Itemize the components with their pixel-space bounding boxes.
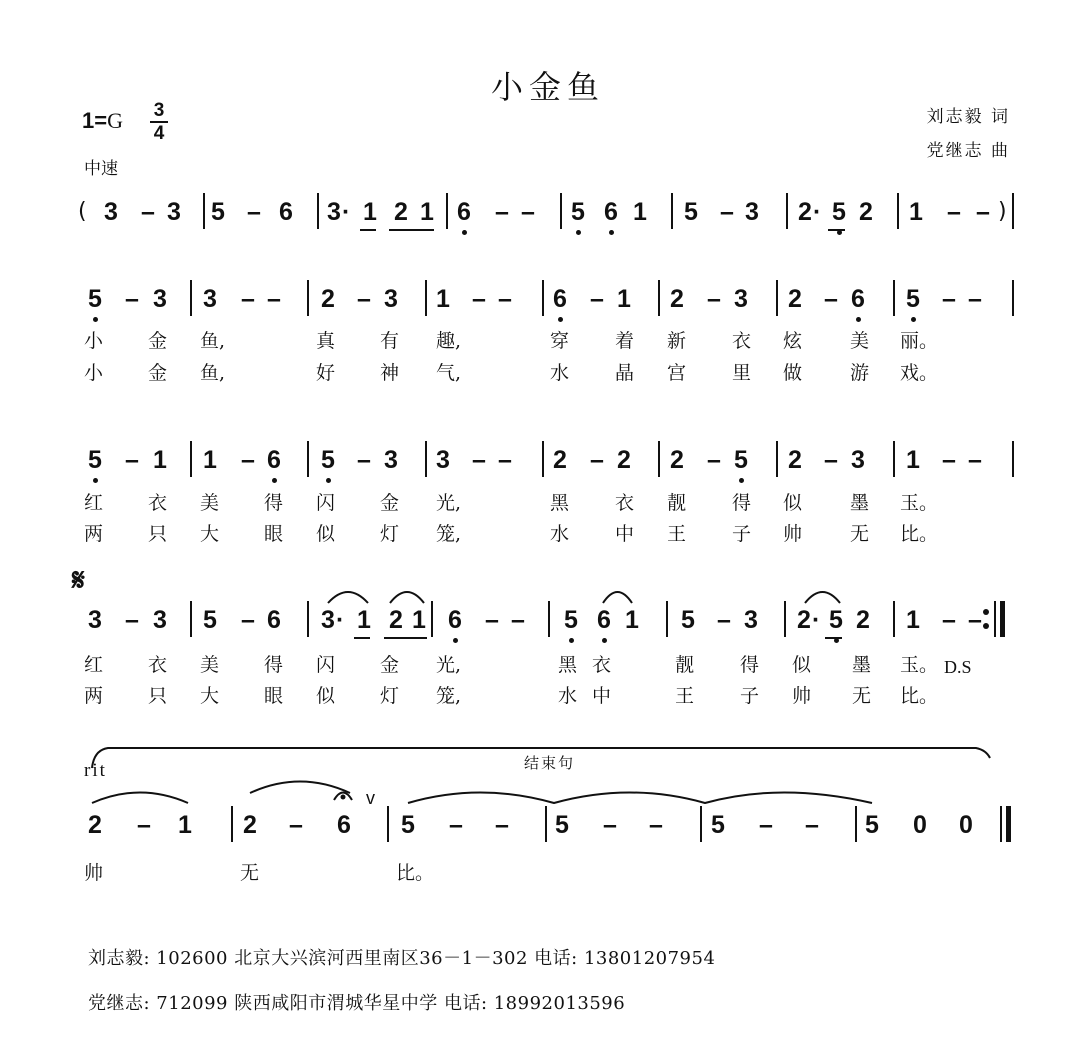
note: 2 bbox=[88, 811, 102, 839]
dash: – bbox=[125, 446, 139, 474]
note: 3 bbox=[745, 198, 759, 226]
lyric-word: 金 bbox=[148, 362, 168, 384]
lyric-word: 黑 bbox=[558, 654, 578, 676]
lyric-word: 小 bbox=[84, 362, 104, 384]
barline bbox=[307, 441, 309, 477]
lyric-word: 似 bbox=[316, 685, 336, 707]
slur bbox=[390, 592, 424, 603]
barline bbox=[1012, 193, 1014, 229]
dash: – bbox=[495, 198, 509, 226]
key-signature bbox=[82, 108, 123, 134]
repeat-dots bbox=[983, 609, 989, 637]
note: 6 bbox=[267, 606, 281, 634]
dash: – bbox=[511, 606, 525, 634]
augmentation-dot: · bbox=[342, 198, 351, 226]
lyric-word: 笼, bbox=[436, 523, 462, 545]
barline bbox=[855, 806, 857, 842]
barline bbox=[784, 601, 786, 637]
lyric-word: 游 bbox=[850, 362, 870, 384]
dash: – bbox=[267, 285, 281, 313]
song-title: 小金鱼 bbox=[490, 68, 605, 106]
lyric-word: 新 bbox=[667, 330, 687, 352]
lyric-word: 得 bbox=[264, 654, 284, 676]
note: 2 bbox=[856, 606, 870, 634]
lyric-word: 王 bbox=[667, 523, 687, 545]
lyric-word: 无 bbox=[850, 523, 870, 545]
lyric-word: 墨 bbox=[850, 492, 870, 514]
lyric-word: 着 bbox=[615, 330, 635, 352]
lyric-word: 比。 bbox=[900, 523, 939, 545]
lyric-word: 帅 bbox=[84, 862, 104, 884]
note: 6 bbox=[445, 605, 465, 635]
dash: – bbox=[241, 606, 255, 634]
lyric-word: 中 bbox=[592, 685, 612, 707]
final-barline-thin bbox=[1000, 806, 1002, 842]
barline bbox=[545, 806, 547, 842]
dash: – bbox=[824, 446, 838, 474]
note: 5 bbox=[711, 811, 725, 839]
eighth-underline bbox=[360, 229, 376, 231]
lyric-word: 无 bbox=[240, 862, 260, 884]
lyric-word: 衣 bbox=[592, 654, 612, 676]
lyric-word: 闪 bbox=[316, 654, 336, 676]
note: 0 bbox=[913, 811, 927, 839]
note: 5 bbox=[211, 198, 225, 226]
dash: – bbox=[357, 446, 371, 474]
staff-line-verse-a bbox=[0, 284, 1072, 334]
lyric-word: 金 bbox=[148, 330, 168, 352]
contact-composer: 党继志: 712099 陕西咸阳市渭城华星中学 电话: 18992013596 bbox=[88, 993, 626, 1014]
dash: – bbox=[449, 811, 463, 839]
note: 3 bbox=[851, 446, 865, 474]
note: 5 bbox=[681, 606, 695, 634]
staff-line-refrain bbox=[0, 605, 1072, 655]
dash: – bbox=[125, 606, 139, 634]
barline bbox=[658, 280, 660, 316]
lyric-word: 玉。 bbox=[900, 492, 939, 514]
slur bbox=[328, 592, 368, 603]
lyric-word: 王 bbox=[675, 685, 695, 707]
dash: – bbox=[717, 606, 731, 634]
lyric-word: 晶 bbox=[615, 362, 635, 384]
lyric-word: 做 bbox=[783, 362, 803, 384]
lyric-word: 趣, bbox=[436, 330, 462, 352]
dash: – bbox=[241, 285, 255, 313]
lyric-word: 眼 bbox=[264, 523, 284, 545]
note: 2 bbox=[617, 446, 631, 474]
note: 2 bbox=[670, 285, 684, 313]
dash: – bbox=[968, 606, 982, 634]
barline bbox=[307, 280, 309, 316]
lyric-word: 比。 bbox=[396, 862, 435, 884]
lyric-word: 金 bbox=[380, 492, 400, 514]
note: 3 bbox=[384, 285, 398, 313]
lyric-word: 大 bbox=[200, 685, 220, 707]
note: 2 bbox=[788, 285, 802, 313]
lyric-word: 鱼, bbox=[200, 330, 226, 352]
barline bbox=[317, 193, 319, 229]
lyric-word: 衣 bbox=[615, 492, 635, 514]
note: 5 bbox=[85, 284, 105, 314]
composer-credit: 党继志 曲 bbox=[926, 141, 1010, 161]
note: 2 bbox=[394, 198, 408, 226]
time-numerator: 3 bbox=[153, 100, 165, 121]
note: 1 bbox=[203, 446, 217, 474]
ending-phrase-label: 结束句 bbox=[524, 754, 576, 772]
lyric-word: 两 bbox=[84, 523, 104, 545]
lyric-word: 灯 bbox=[380, 523, 400, 545]
lyric-word: 美 bbox=[200, 654, 220, 676]
lyric-word: 气, bbox=[436, 362, 462, 384]
note: 5 bbox=[318, 445, 338, 475]
dash: – bbox=[805, 811, 819, 839]
dash: – bbox=[289, 811, 303, 839]
dash: – bbox=[976, 198, 990, 226]
note: 2 bbox=[798, 198, 812, 226]
lyric-word: 神 bbox=[380, 362, 400, 384]
lyric-word: 灯 bbox=[380, 685, 400, 707]
lyric-word: 光, bbox=[436, 492, 462, 514]
barline bbox=[542, 441, 544, 477]
note: 1 bbox=[420, 198, 434, 226]
barline bbox=[1012, 441, 1014, 477]
note: 2 bbox=[389, 606, 403, 634]
lyric-word: 靓 bbox=[667, 492, 687, 514]
note: 3 bbox=[153, 606, 167, 634]
barline bbox=[776, 441, 778, 477]
lyric-word: 水 bbox=[550, 362, 570, 384]
note: 6 bbox=[601, 197, 621, 227]
note: 5 bbox=[829, 197, 849, 227]
lyric-word: 鱼, bbox=[200, 362, 226, 384]
note: 1 bbox=[625, 606, 639, 634]
note: 5 bbox=[203, 606, 217, 634]
lyric-word: 墨 bbox=[852, 654, 872, 676]
note: 2 bbox=[321, 285, 335, 313]
augmentation-dot: · bbox=[812, 606, 821, 634]
open-paren: ( bbox=[78, 199, 87, 224]
note: 1 bbox=[617, 285, 631, 313]
note: 3 bbox=[436, 446, 450, 474]
barline bbox=[893, 601, 895, 637]
lyricist-credit: 刘志毅 词 bbox=[926, 107, 1010, 127]
note: 6 bbox=[454, 197, 474, 227]
dash: – bbox=[472, 446, 486, 474]
note: 5 bbox=[903, 284, 923, 314]
dash: – bbox=[603, 811, 617, 839]
dash: – bbox=[649, 811, 663, 839]
lyric-word: 炫 bbox=[783, 330, 803, 352]
lyric-word: 只 bbox=[148, 523, 168, 545]
note: 6 bbox=[848, 284, 868, 314]
time-denominator: 4 bbox=[150, 121, 168, 144]
barline bbox=[190, 280, 192, 316]
barline bbox=[542, 280, 544, 316]
note: 6 bbox=[279, 198, 293, 226]
barline bbox=[307, 601, 309, 637]
dash: – bbox=[947, 198, 961, 226]
note: 5 bbox=[561, 605, 581, 635]
note: 5 bbox=[731, 445, 751, 475]
lyric-word: 得 bbox=[264, 492, 284, 514]
lyric-word: 有 bbox=[380, 330, 400, 352]
barline bbox=[560, 193, 562, 229]
lyric-word: 两 bbox=[84, 685, 104, 707]
lyric-word: 似 bbox=[316, 523, 336, 545]
lyric-word: 宫 bbox=[667, 362, 687, 384]
contact-lyricist: 刘志毅: 102600 北京大兴滨河西里南区36－1－302 电话: 13801207954 bbox=[88, 948, 716, 969]
eighth-underline bbox=[354, 637, 370, 639]
lyric-word: 美 bbox=[850, 330, 870, 352]
dash: – bbox=[720, 198, 734, 226]
slur bbox=[92, 793, 188, 804]
lyric-word: 得 bbox=[740, 654, 760, 676]
fermata-icon bbox=[334, 793, 352, 801]
dash: – bbox=[968, 285, 982, 313]
note: 3 bbox=[167, 198, 181, 226]
lyric-word: 小 bbox=[84, 330, 104, 352]
note: 1 bbox=[633, 198, 647, 226]
lyric-word: 水 bbox=[558, 685, 578, 707]
close-paren: ) bbox=[998, 199, 1007, 224]
dash: – bbox=[707, 285, 721, 313]
note: 6 bbox=[264, 445, 284, 475]
lyric-word: 笼, bbox=[436, 685, 462, 707]
slur bbox=[603, 592, 632, 603]
note: 5 bbox=[555, 811, 569, 839]
note: 2 bbox=[788, 446, 802, 474]
lyric-word: 好 bbox=[316, 362, 336, 384]
note: 1 bbox=[357, 606, 371, 634]
lyric-word: 里 bbox=[732, 362, 752, 384]
barline bbox=[548, 601, 550, 637]
barline bbox=[893, 280, 895, 316]
lyric-word: 戏。 bbox=[900, 362, 939, 384]
dash: – bbox=[485, 606, 499, 634]
note: 3 bbox=[321, 606, 335, 634]
barline bbox=[671, 193, 673, 229]
lyric-word: 似 bbox=[792, 654, 812, 676]
barline bbox=[231, 806, 233, 842]
lyric-word: 丽。 bbox=[900, 330, 939, 352]
key-note: G bbox=[107, 108, 123, 133]
note: 5 bbox=[684, 198, 698, 226]
dash: – bbox=[495, 811, 509, 839]
dash: – bbox=[590, 285, 604, 313]
lyric-word: 衣 bbox=[148, 492, 168, 514]
tie-chain bbox=[408, 793, 872, 804]
staff-line-coda bbox=[0, 810, 1072, 860]
breath-mark: v bbox=[366, 788, 375, 808]
barline bbox=[431, 601, 433, 637]
barline bbox=[387, 806, 389, 842]
ritardando-marking: rit bbox=[84, 760, 107, 781]
lyric-word: 似 bbox=[783, 492, 803, 514]
lyric-word: 帅 bbox=[783, 523, 803, 545]
note: 5 bbox=[85, 445, 105, 475]
note: 1 bbox=[906, 606, 920, 634]
dash: – bbox=[125, 285, 139, 313]
lyric-word: 中 bbox=[615, 523, 635, 545]
note: 3 bbox=[203, 285, 217, 313]
staff-line-verse-b bbox=[0, 445, 1072, 495]
note: 1 bbox=[178, 811, 192, 839]
note: 6 bbox=[550, 284, 570, 314]
barline bbox=[776, 280, 778, 316]
slur bbox=[805, 592, 840, 603]
note: 1 bbox=[153, 446, 167, 474]
lyric-word: 衣 bbox=[732, 330, 752, 352]
lyric-word: 得 bbox=[732, 492, 752, 514]
barline bbox=[425, 441, 427, 477]
dash: – bbox=[942, 446, 956, 474]
dash: – bbox=[707, 446, 721, 474]
lyric-word: 玉。 bbox=[900, 654, 939, 676]
eighth-underline bbox=[828, 229, 845, 231]
lyric-word: 靓 bbox=[675, 654, 695, 676]
note: 3 bbox=[104, 198, 118, 226]
note: 2 bbox=[243, 811, 257, 839]
note: 3 bbox=[384, 446, 398, 474]
note: 1 bbox=[363, 198, 377, 226]
note: 1 bbox=[906, 446, 920, 474]
barline bbox=[446, 193, 448, 229]
note: 5 bbox=[865, 811, 879, 839]
note: 5 bbox=[568, 197, 588, 227]
note: 5 bbox=[826, 605, 846, 635]
dash: – bbox=[942, 606, 956, 634]
note: 3 bbox=[734, 285, 748, 313]
dash: – bbox=[521, 198, 535, 226]
note: 3 bbox=[327, 198, 341, 226]
key-equals: = bbox=[94, 108, 108, 133]
dash: – bbox=[759, 811, 773, 839]
lyric-word: 金 bbox=[380, 654, 400, 676]
augmentation-dot: · bbox=[813, 198, 822, 226]
note: 1 bbox=[909, 198, 923, 226]
lyric-word: 穿 bbox=[550, 330, 570, 352]
lyric-word: 大 bbox=[200, 523, 220, 545]
barline bbox=[786, 193, 788, 229]
note: 6 bbox=[594, 605, 614, 635]
dash: – bbox=[241, 446, 255, 474]
note: 1 bbox=[412, 606, 426, 634]
key-degree: 1 bbox=[82, 108, 95, 133]
dal-segno-marking: D.S bbox=[944, 657, 972, 677]
repeat-barline-thin bbox=[994, 601, 996, 637]
barline bbox=[658, 441, 660, 477]
lyric-word: 眼 bbox=[264, 685, 284, 707]
eighth-underline bbox=[825, 637, 842, 639]
lyric-word: 红 bbox=[84, 654, 104, 676]
repeat-barline-thick bbox=[1000, 601, 1005, 637]
note: 0 bbox=[959, 811, 973, 839]
time-signature bbox=[150, 100, 168, 144]
barline bbox=[203, 193, 205, 229]
dash: – bbox=[137, 811, 151, 839]
eighth-underline bbox=[384, 637, 427, 639]
dash: – bbox=[357, 285, 371, 313]
lyric-word: 美 bbox=[200, 492, 220, 514]
barline bbox=[190, 601, 192, 637]
augmentation-dot: · bbox=[336, 606, 345, 634]
barline bbox=[666, 601, 668, 637]
barline bbox=[893, 441, 895, 477]
lyric-word: 子 bbox=[740, 685, 760, 707]
dash: – bbox=[498, 285, 512, 313]
barline bbox=[1012, 280, 1014, 316]
barline bbox=[425, 280, 427, 316]
dash: – bbox=[590, 446, 604, 474]
note: 2 bbox=[797, 606, 811, 634]
dash: – bbox=[968, 446, 982, 474]
lyric-word: 红 bbox=[84, 492, 104, 514]
final-barline-thick bbox=[1006, 806, 1011, 842]
lyric-word: 闪 bbox=[316, 492, 336, 514]
lyric-word: 水 bbox=[550, 523, 570, 545]
barline bbox=[700, 806, 702, 842]
note: 2 bbox=[859, 198, 873, 226]
note: 3 bbox=[744, 606, 758, 634]
note: 2 bbox=[553, 446, 567, 474]
note: 3 bbox=[88, 606, 102, 634]
note: 2 bbox=[670, 446, 684, 474]
lyric-word: 光, bbox=[436, 654, 462, 676]
dash: – bbox=[247, 198, 261, 226]
dash: – bbox=[472, 285, 486, 313]
tempo-marking: 中速 bbox=[84, 159, 118, 179]
lyric-word: 子 bbox=[732, 523, 752, 545]
lyric-word: 无 bbox=[852, 685, 872, 707]
lyric-word: 比。 bbox=[900, 685, 939, 707]
note: 5 bbox=[401, 811, 415, 839]
dash: – bbox=[942, 285, 956, 313]
dash: – bbox=[141, 198, 155, 226]
eighth-underline bbox=[389, 229, 434, 231]
segno-sign: 𝄋 bbox=[72, 563, 85, 598]
dash: – bbox=[498, 446, 512, 474]
lyric-word: 帅 bbox=[792, 685, 812, 707]
staff-line-intro bbox=[0, 197, 1072, 247]
slur bbox=[250, 782, 350, 794]
barline bbox=[897, 193, 899, 229]
note: 3 bbox=[153, 285, 167, 313]
dash: – bbox=[824, 285, 838, 313]
lyric-word: 衣 bbox=[148, 654, 168, 676]
lyric-word: 真 bbox=[316, 330, 336, 352]
note: 1 bbox=[436, 285, 450, 313]
barline bbox=[190, 441, 192, 477]
lyric-word: 只 bbox=[148, 685, 168, 707]
lyric-word: 黑 bbox=[550, 492, 570, 514]
note: 6 bbox=[337, 811, 351, 839]
